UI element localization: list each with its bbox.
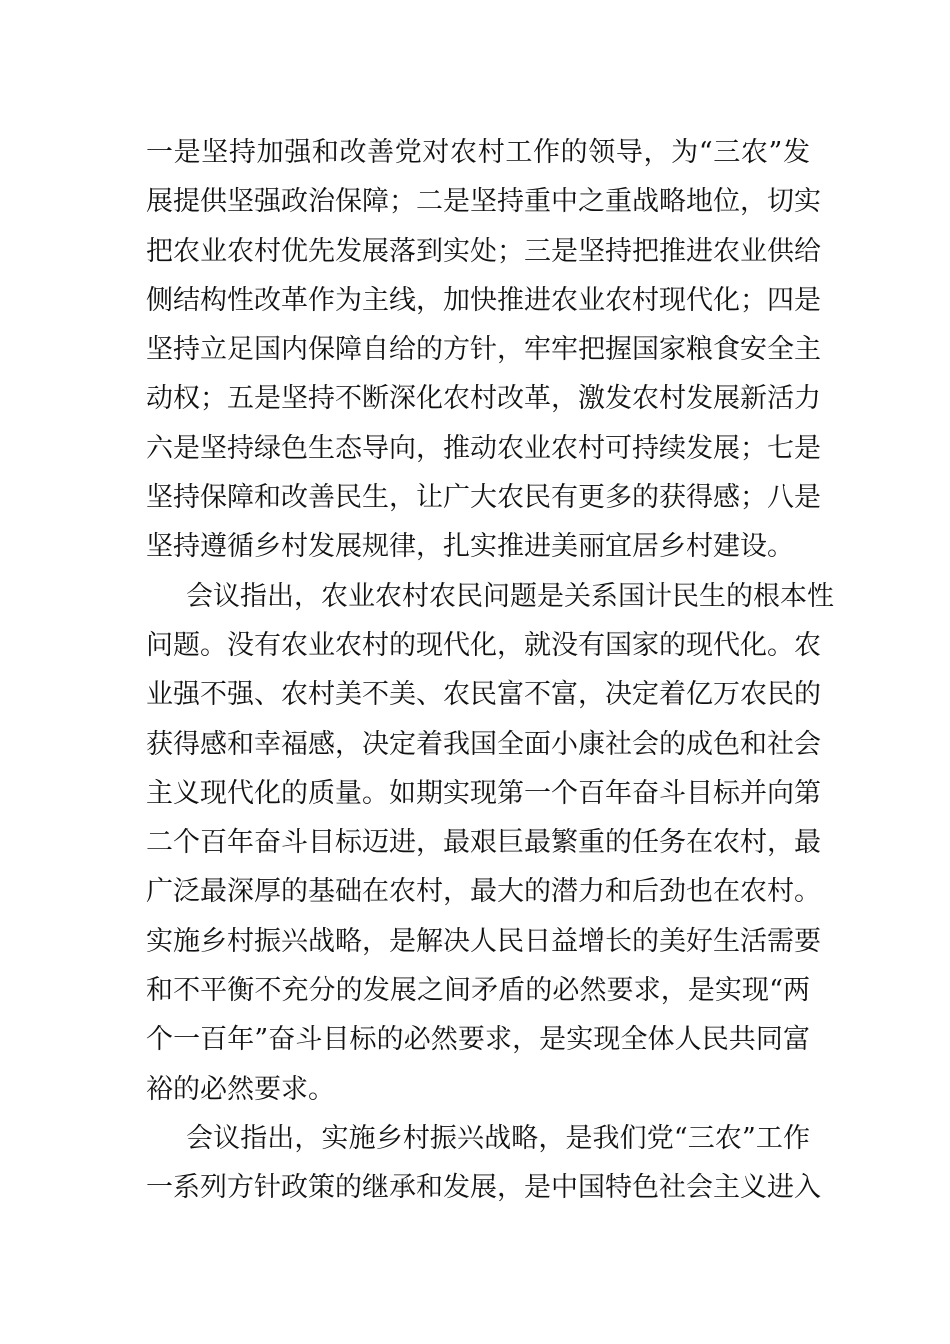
text-line: 把农业农村优先发展落到实处；三是坚持把推进农业供给 xyxy=(146,235,821,267)
text-line: 一是坚持加强和改善党对农村工作的领导，为“三农”发 xyxy=(146,137,810,168)
text-line: 主义现代化的质量。如期实现第一个百年奋斗目标并向第 xyxy=(146,777,821,809)
paragraph-3 xyxy=(146,1114,821,1213)
text-line: 业强不强、农村美不美、农民富不富，决定着亿万农民的 xyxy=(146,679,821,711)
paragraph-2 xyxy=(146,572,834,1114)
text-line: 侧结构性改革作为主线，加快推进农业农村现代化；四是 xyxy=(146,284,821,316)
text-line: 问题。没有农业农村的现代化，就没有国家的现代化。农 xyxy=(146,629,821,661)
text-line: 广泛最深厚的基础在农村，最大的潜力和后劲也在农村。 xyxy=(146,876,821,908)
text-line: 裕的必然要求。 xyxy=(146,1073,335,1105)
text-line: 个一百年”奋斗目标的必然要求，是实现全体人民共同富 xyxy=(146,1024,810,1056)
text-line: 二个百年奋斗目标迈进，最艰巨最繁重的任务在农村，最 xyxy=(146,827,821,859)
text-line: 获得感和幸福感，决定着我国全面小康社会的成色和社会 xyxy=(146,728,821,760)
text-line: 实施乡村振兴战略，是解决人民日益增长的美好生活需要 xyxy=(146,925,821,957)
text-line: 和不平衡不充分的发展之间矛盾的必然要求，是实现“两 xyxy=(146,975,810,1007)
paragraph-1 xyxy=(146,128,821,572)
text-line: 坚持保障和改善民生，让广大农民有更多的获得感；八是 xyxy=(146,482,821,514)
text-line: 展提供坚强政治保障；二是坚持重中之重战略地位，切实 xyxy=(146,186,821,218)
text-line: 坚持立足国内保障自给的方针，牢牢把握国家粮食安全主 xyxy=(146,334,821,366)
text-line: 动权；五是坚持不断深化农村改革，激发农村发展新活力 xyxy=(146,383,821,415)
text-line: 坚持遵循乡村发展规律，扎实推进美丽宜居乡村建设。 xyxy=(146,531,794,563)
text-line: 会议指出，农业农村农民问题是关系国计民生的根本性 xyxy=(186,580,834,612)
text-line: 一系列方针政策的继承和发展，是中国特色社会主义进入 xyxy=(146,1172,821,1204)
text-line: 六是坚持绿色生态导向，推动农业农村可持续发展；七是 xyxy=(146,432,821,464)
body-text xyxy=(146,128,834,1213)
text-line: 会议指出，实施乡村振兴战略，是我们党“三农”工作 xyxy=(186,1122,810,1154)
